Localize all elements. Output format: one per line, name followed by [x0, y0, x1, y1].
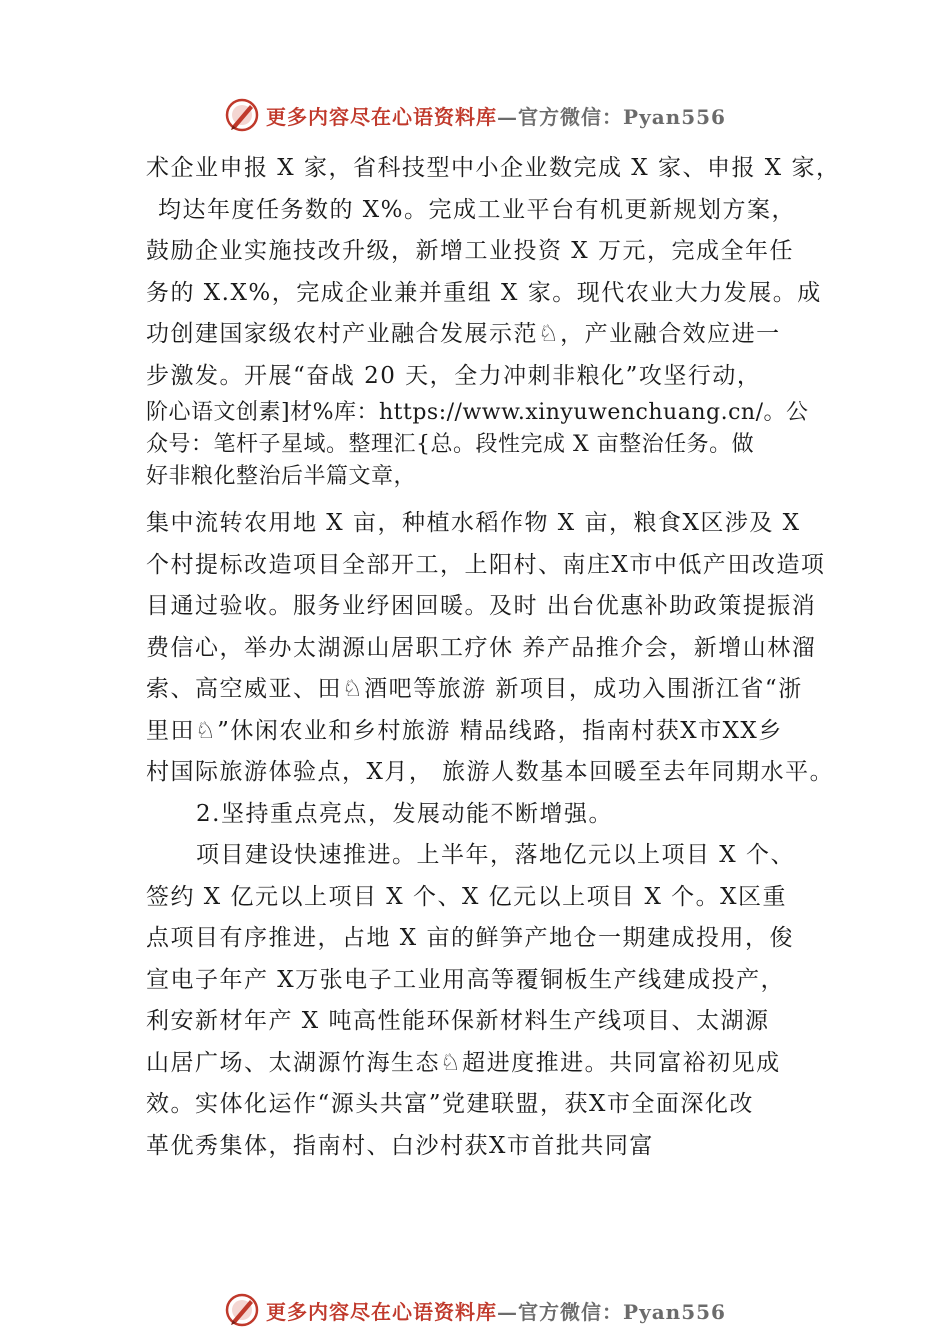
text-line: 目通过验收。服务业纾困回暖。及时 出台优惠补助政策提振消: [146, 593, 817, 619]
pen-logo-icon: [224, 1292, 260, 1328]
footer-watermark-text: 更多内容尽在心语资料库—官方微信：Pyan556: [266, 1299, 726, 1324]
text-line: 宣电子年产 X万张电子工业用高等覆铜板生产线建成投产，: [146, 966, 786, 993]
text-line: 索、高空威亚、田♘酒吧等旅游 新项目，成功入围浙江省“浙: [146, 676, 803, 702]
text-line: 里田♘”休闲农业和乡村旅游 精品线路，指南村获X市XX乡: [146, 717, 783, 744]
text-line: 效。实体化运作“源头共富”党建联盟，获X市全面深化改: [146, 1091, 754, 1117]
pen-logo-icon: [224, 97, 260, 133]
text-line: 均达年度任务数的 X%。完成工业平台有机更新规划方案，: [158, 196, 797, 223]
text-line: 村国际旅游体验点，X月， 旅游人数基本回暖至去年同期水平。: [146, 759, 835, 785]
text-line: 点项目有序推进，占地 X 亩的鲜笋产地仓一期建成投用，俊: [146, 925, 794, 951]
text-line: 鼓励企业实施技改升级，新增工业投资 X 万元，完成全年任: [146, 238, 794, 264]
text-line: 个村提标改造项目全部开工，上阳村、南庄X市中低产田改造项: [146, 551, 826, 578]
header-watermark: [0, 95, 950, 135]
text-line: 众号：笔杆子星域。整理汇{总。段性完成 X 亩整治任务。做: [146, 432, 755, 457]
text-line: 革优秀集体，指南村、白沙村获X市首批共同富: [146, 1132, 654, 1159]
document-body: [146, 148, 846, 1167]
section-heading: 2.坚持重点亮点，发展动能不断增强。: [196, 800, 613, 827]
footer-watermark: [0, 1290, 950, 1330]
text-line: 利安新材年产 X 吨高性能环保新材料生产线项目、太湖源: [146, 1008, 770, 1034]
text-line: 术企业申报 X 家，省科技型中小企业数完成 X 家、申报 X 家，: [146, 155, 841, 181]
text-line: 阶心语文创素]材%库：https://www.xinyuwenchuang.cn/。公: [146, 400, 809, 425]
text-line: 集中流转农用地 X 亩，种植水稻作物 X 亩，粮食X区涉及 X: [146, 510, 801, 536]
text-line: 好非粮化整治后半篇文章，: [146, 464, 417, 489]
text-line: 项目建设快速推进。上半年，落地亿元以上项目 X 个、: [196, 842, 795, 868]
text-line: 费信心，举办太湖源山居职工疗休 养产品推介会，新增山林溜: [146, 634, 817, 661]
text-line: 签约 X 亿元以上项目 X 个、X 亿元以上项目 X 个。X区重: [146, 883, 788, 910]
header-watermark-text: 更多内容尽在心语资料库—官方微信：Pyan556: [266, 104, 726, 129]
text-line: 功创建国家级农村产业融合发展示范♘，产业融合效应进一: [146, 321, 781, 347]
text-line: 山居广场、太湖源竹海生态♘超进度推进。共同富裕初见成: [146, 1049, 781, 1076]
text-line: 务的 X.X%，完成企业兼并重组 X 家。现代农业大力发展。成: [146, 279, 822, 306]
text-line: 步激发。开展“奋战 20 天，全力冲刺非粮化”攻坚行动，: [146, 362, 762, 389]
